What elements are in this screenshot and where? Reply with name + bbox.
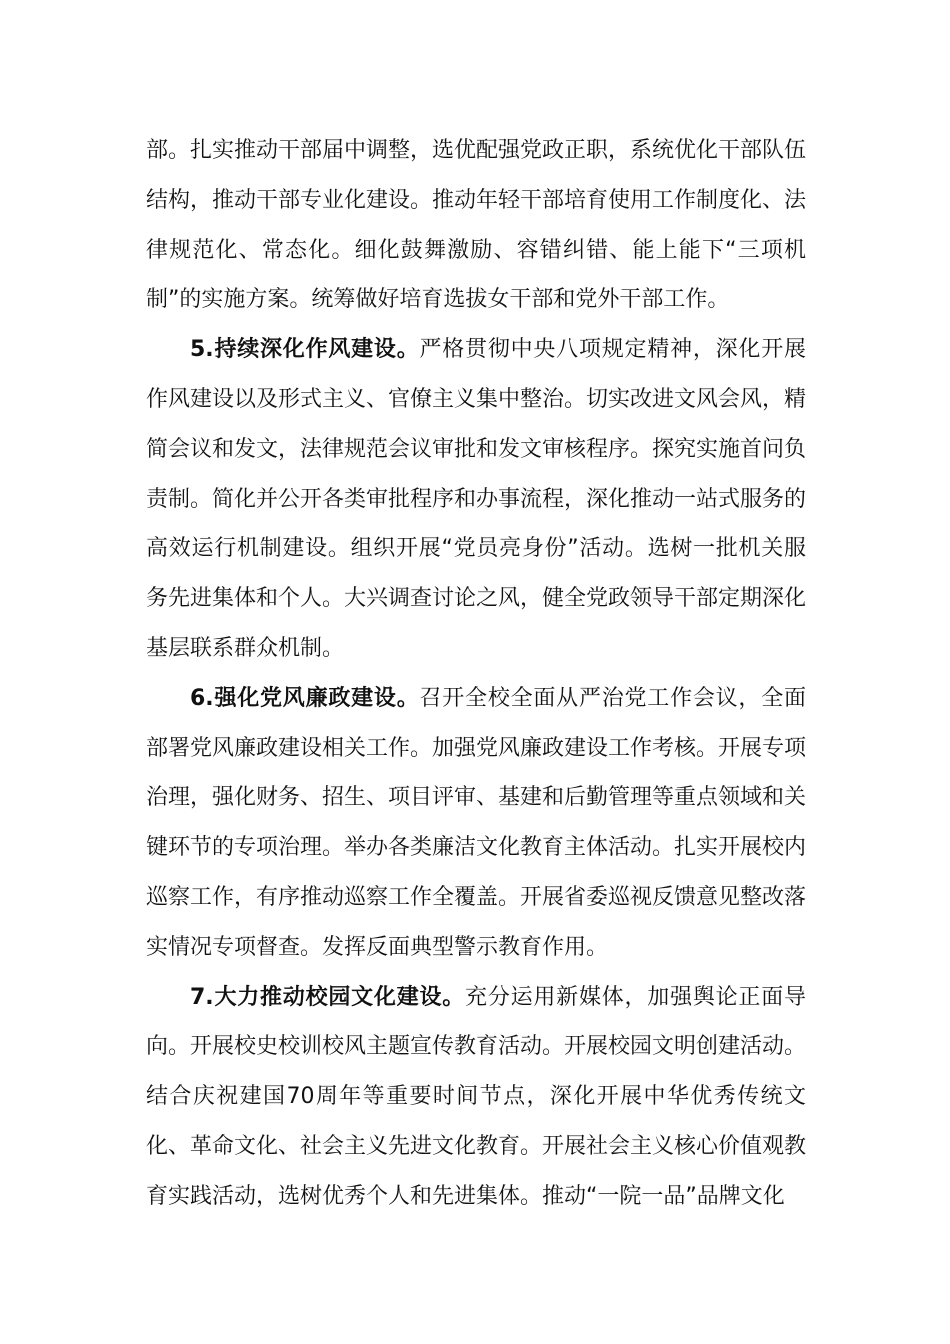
paragraph-campus-culture (146, 973, 806, 1222)
paragraph-heading: 5.持续深化作风建设。 (190, 337, 420, 363)
paragraph-continuation (146, 126, 806, 325)
paragraph-body: 充分运用新媒体，加强舆论正面导向。开展校史校训校风主题宣传教育活动。开展校园文明创建活动。结合庆祝建国70周年等重要时间节点，深化开展中华优秀传统文化、革命文化、社会主义先进文化教育。开展社会主义核心价值观教育实践活动，选树优秀个人和先进集体。推动“一院一品”品牌文化 (146, 984, 807, 1209)
paragraph-body: 严格贯彻中央八项规定精神，深化开展作风建设以及形式主义、官僚主义集中整治。切实改进文风会风，精简会议和发文，法律规范会议审批和发文审核程序。探究实施首问负责制。简化并公开各类审批程序和办事流程，深化推动一站式服务的高效运行机制建设。组织开展“党员亮身份”活动。选树一批机关服务先进集体和个人。大兴调查讨论之风，健全党政领导干部定期深化基层联系群众机制。 (146, 337, 807, 661)
paragraph-heading: 6.强化党风廉政建设。 (190, 685, 420, 711)
paragraph-style-building (146, 325, 806, 674)
paragraph-body: 召开全校全面从严治党工作会议，全面部署党风廉政建设相关工作。加强党风廉政建设工作考核。开展专项治理，强化财务、招生、项目评审、基建和后勤管理等重点领域和关键环节的专项治理。举办各类廉洁文化教育主体活动。扎实开展校内巡察工作，有序推动巡察工作全覆盖。开展省委巡视反馈意见整改落实情况专项督查。发挥反面典型警示教育作用。 (146, 685, 807, 960)
paragraph-heading: 7.大力推动校园文化建设。 (190, 984, 466, 1010)
paragraph-integrity-building (146, 674, 806, 973)
paragraph-body: 部。扎实推动干部届中调整，选优配强党政正职，系统优化干部队伍结构，推动干部专业化建设。推动年轻干部培育使用工作制度化、法律规范化、常态化。细化鼓舞激励、容错纠错、能上能下“三项机制”的实施方案。统筹做好培育选拔女干部和党外干部工作。 (146, 138, 807, 313)
document-page (146, 126, 806, 1222)
